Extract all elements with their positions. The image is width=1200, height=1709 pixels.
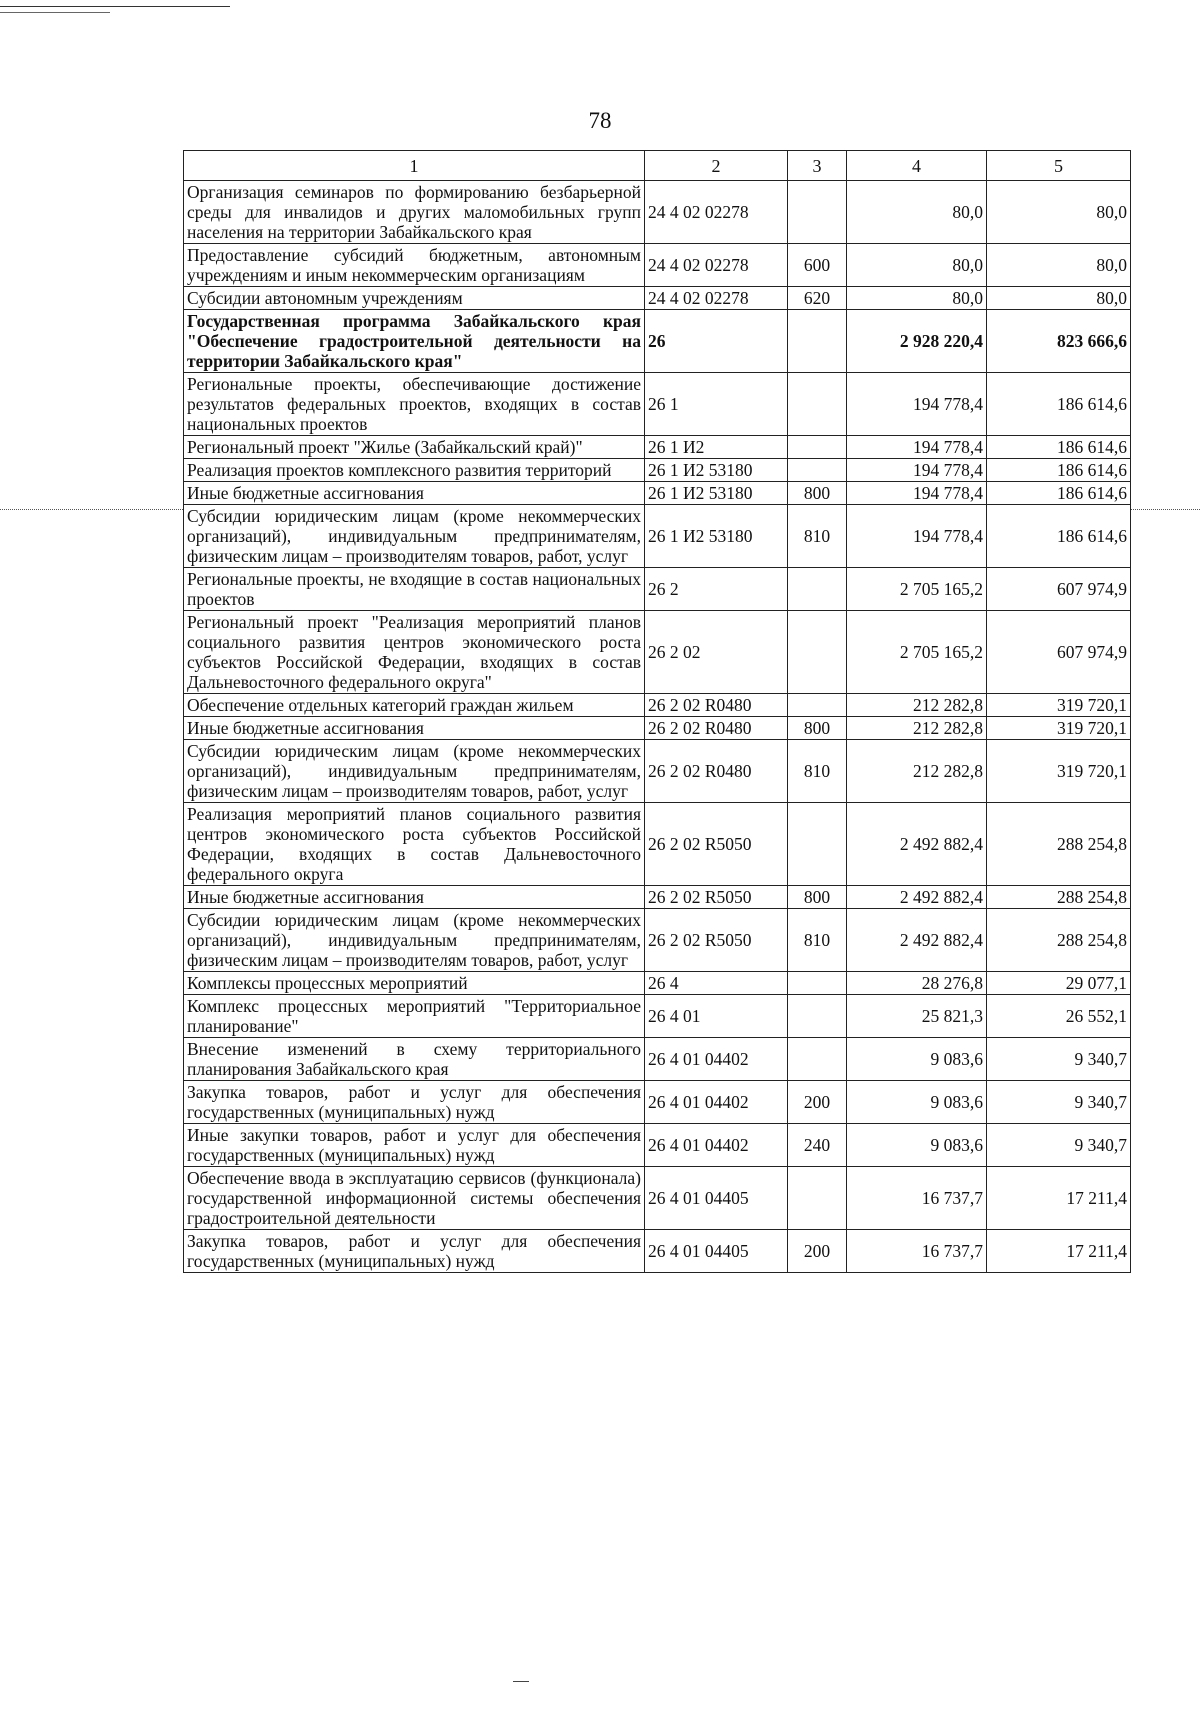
row-code-cell: 26 1 <box>645 373 788 436</box>
row-value-2-cell: 319 720,1 <box>987 740 1131 803</box>
row-value-1-cell: 194 778,4 <box>847 459 987 482</box>
column-header-type: 3 <box>788 151 847 181</box>
row-type-cell: 800 <box>788 717 847 740</box>
row-value-1-cell: 25 821,3 <box>847 995 987 1038</box>
row-value-1-cell: 2 492 882,4 <box>847 803 987 886</box>
row-name-cell: Иные закупки товаров, работ и услуг для обеспечения государственных (муниципальных) нужд <box>184 1124 645 1167</box>
row-type-cell <box>788 803 847 886</box>
row-type-cell: 800 <box>788 482 847 505</box>
row-type-cell <box>788 694 847 717</box>
row-value-2-cell: 17 211,4 <box>987 1230 1131 1273</box>
row-type-cell <box>788 1167 847 1230</box>
row-value-1-cell: 212 282,8 <box>847 717 987 740</box>
table-row <box>184 1081 1131 1124</box>
row-name-cell: Региональный проект "Жилье (Забайкальский край)" <box>184 436 645 459</box>
row-name-cell: Субсидии юридическим лицам (кроме некоммерческих организаций), индивидуальным предпринимателям, физическим лицам – производителям товаров, работ, услуг <box>184 909 645 972</box>
column-header-code: 2 <box>645 151 788 181</box>
row-value-1-cell: 80,0 <box>847 181 987 244</box>
row-type-cell: 200 <box>788 1081 847 1124</box>
row-value-2-cell: 288 254,8 <box>987 803 1131 886</box>
row-name-cell: Государственная программа Забайкальского края "Обеспечение градостроительной деятельности на территории Забайкальского края" <box>184 310 645 373</box>
table-row <box>184 373 1131 436</box>
row-type-cell <box>788 568 847 611</box>
row-name-cell: Организация семинаров по формированию безбарьерной среды для инвалидов и других маломобильных групп населения на территории Забайкальского края <box>184 181 645 244</box>
table-row <box>184 459 1131 482</box>
row-type-cell: 810 <box>788 740 847 803</box>
row-name-cell: Реализация проектов комплексного развития территорий <box>184 459 645 482</box>
row-value-1-cell: 9 083,6 <box>847 1038 987 1081</box>
table-header-row <box>184 151 1131 181</box>
row-name-cell: Региональный проект "Реализация мероприятий планов социального развития центров экономического роста субъектов Российской Федерации, входящих в состав Дальневосточного федерального округа" <box>184 611 645 694</box>
row-type-cell <box>788 310 847 373</box>
table-row <box>184 244 1131 287</box>
row-value-1-cell: 212 282,8 <box>847 740 987 803</box>
row-name-cell: Реализация мероприятий планов социального развития центров экономического роста субъектов Российской Федерации, входящих в состав Дальневосточного федерального округа <box>184 803 645 886</box>
row-type-cell <box>788 1038 847 1081</box>
row-code-cell: 26 4 01 04405 <box>645 1230 788 1273</box>
row-code-cell: 26 4 01 04405 <box>645 1167 788 1230</box>
row-type-cell <box>788 373 847 436</box>
row-name-cell: Комплексы процессных мероприятий <box>184 972 645 995</box>
row-type-cell <box>788 181 847 244</box>
column-header-value-2: 5 <box>987 151 1131 181</box>
table-row <box>184 310 1131 373</box>
row-code-cell: 24 4 02 02278 <box>645 181 788 244</box>
row-value-1-cell: 9 083,6 <box>847 1124 987 1167</box>
row-name-cell: Закупка товаров, работ и услуг для обеспечения государственных (муниципальных) нужд <box>184 1230 645 1273</box>
row-value-2-cell: 288 254,8 <box>987 886 1131 909</box>
row-value-1-cell: 2 705 165,2 <box>847 611 987 694</box>
row-value-1-cell: 80,0 <box>847 244 987 287</box>
row-code-cell: 26 1 И2 53180 <box>645 505 788 568</box>
row-value-2-cell: 319 720,1 <box>987 717 1131 740</box>
row-type-cell: 200 <box>788 1230 847 1273</box>
row-value-1-cell: 16 737,7 <box>847 1167 987 1230</box>
row-value-2-cell: 80,0 <box>987 244 1131 287</box>
row-type-cell: 810 <box>788 909 847 972</box>
row-code-cell: 26 2 02 R5050 <box>645 909 788 972</box>
scan-dotted-line-right <box>1130 509 1200 510</box>
row-name-cell: Закупка товаров, работ и услуг для обеспечения государственных (муниципальных) нужд <box>184 1081 645 1124</box>
row-name-cell: Обеспечение отдельных категорий граждан жильем <box>184 694 645 717</box>
row-value-2-cell: 607 974,9 <box>987 568 1131 611</box>
column-header-value-1: 4 <box>847 151 987 181</box>
table-row <box>184 717 1131 740</box>
table-row <box>184 972 1131 995</box>
table-row <box>184 995 1131 1038</box>
row-value-1-cell: 194 778,4 <box>847 373 987 436</box>
row-type-cell <box>788 436 847 459</box>
column-header-name: 1 <box>184 151 645 181</box>
row-code-cell: 24 4 02 02278 <box>645 287 788 310</box>
row-value-2-cell: 9 340,7 <box>987 1081 1131 1124</box>
row-value-2-cell: 26 552,1 <box>987 995 1131 1038</box>
scan-edge-line <box>0 6 230 7</box>
row-value-1-cell: 9 083,6 <box>847 1081 987 1124</box>
row-name-cell: Субсидии автономным учреждениям <box>184 287 645 310</box>
row-code-cell: 24 4 02 02278 <box>645 244 788 287</box>
row-code-cell: 26 <box>645 310 788 373</box>
table-row <box>184 803 1131 886</box>
row-value-2-cell: 80,0 <box>987 181 1131 244</box>
table-row <box>184 482 1131 505</box>
row-name-cell: Региональные проекты, не входящие в состав национальных проектов <box>184 568 645 611</box>
row-value-2-cell: 9 340,7 <box>987 1038 1131 1081</box>
row-value-2-cell: 9 340,7 <box>987 1124 1131 1167</box>
row-code-cell: 26 2 02 R0480 <box>645 694 788 717</box>
row-value-2-cell: 186 614,6 <box>987 436 1131 459</box>
row-name-cell: Региональные проекты, обеспечивающие достижение результатов федеральных проектов, входящих в состав национальных проектов <box>184 373 645 436</box>
row-type-cell: 620 <box>788 287 847 310</box>
row-value-2-cell: 186 614,6 <box>987 482 1131 505</box>
row-code-cell: 26 2 02 R0480 <box>645 717 788 740</box>
row-value-1-cell: 80,0 <box>847 287 987 310</box>
table-body <box>184 181 1131 1273</box>
row-name-cell: Обеспечение ввода в эксплуатацию сервисов (функционала) государственной информационной системы обеспечения градостроительной деятельности <box>184 1167 645 1230</box>
row-value-1-cell: 2 928 220,4 <box>847 310 987 373</box>
row-value-2-cell: 80,0 <box>987 287 1131 310</box>
row-type-cell: 800 <box>788 886 847 909</box>
row-code-cell: 26 4 01 04402 <box>645 1038 788 1081</box>
table-row <box>184 740 1131 803</box>
row-value-1-cell: 2 492 882,4 <box>847 909 987 972</box>
row-name-cell: Иные бюджетные ассигнования <box>184 886 645 909</box>
row-type-cell <box>788 995 847 1038</box>
row-value-2-cell: 186 614,6 <box>987 505 1131 568</box>
row-code-cell: 26 2 02 R5050 <box>645 886 788 909</box>
row-name-cell: Предоставление субсидий бюджетным, автономным учреждениям и иным некоммерческим организациям <box>184 244 645 287</box>
row-value-1-cell: 28 276,8 <box>847 972 987 995</box>
row-name-cell: Иные бюджетные ассигнования <box>184 717 645 740</box>
row-value-1-cell: 194 778,4 <box>847 505 987 568</box>
table-row <box>184 505 1131 568</box>
row-name-cell: Внесение изменений в схему территориального планирования Забайкальского края <box>184 1038 645 1081</box>
row-name-cell: Иные бюджетные ассигнования <box>184 482 645 505</box>
row-code-cell: 26 1 И2 53180 <box>645 482 788 505</box>
row-value-2-cell: 29 077,1 <box>987 972 1131 995</box>
row-value-1-cell: 2 492 882,4 <box>847 886 987 909</box>
table-row <box>184 1124 1131 1167</box>
row-value-2-cell: 288 254,8 <box>987 909 1131 972</box>
table-row <box>184 1038 1131 1081</box>
row-code-cell: 26 2 <box>645 568 788 611</box>
row-value-2-cell: 319 720,1 <box>987 694 1131 717</box>
budget-table <box>183 150 1131 1273</box>
row-code-cell: 26 2 02 <box>645 611 788 694</box>
row-value-2-cell: 607 974,9 <box>987 611 1131 694</box>
table-row <box>184 436 1131 459</box>
row-value-2-cell: 17 211,4 <box>987 1167 1131 1230</box>
table-row <box>184 568 1131 611</box>
row-type-cell <box>788 972 847 995</box>
scan-edge-line-short <box>0 12 110 13</box>
table-row <box>184 181 1131 244</box>
table-row <box>184 886 1131 909</box>
row-value-2-cell: 823 666,6 <box>987 310 1131 373</box>
row-value-1-cell: 194 778,4 <box>847 482 987 505</box>
row-name-cell: Комплекс процессных мероприятий "Территориальное планирование" <box>184 995 645 1038</box>
row-code-cell: 26 1 И2 <box>645 436 788 459</box>
row-code-cell: 26 2 02 R0480 <box>645 740 788 803</box>
table-row <box>184 611 1131 694</box>
row-code-cell: 26 4 01 <box>645 995 788 1038</box>
row-code-cell: 26 4 01 04402 <box>645 1124 788 1167</box>
row-type-cell: 240 <box>788 1124 847 1167</box>
row-value-1-cell: 194 778,4 <box>847 436 987 459</box>
row-value-2-cell: 186 614,6 <box>987 373 1131 436</box>
table-row <box>184 1230 1131 1273</box>
row-value-1-cell: 2 705 165,2 <box>847 568 987 611</box>
row-type-cell: 810 <box>788 505 847 568</box>
scan-dash-mark <box>513 1681 529 1682</box>
row-name-cell: Субсидии юридическим лицам (кроме некоммерческих организаций), индивидуальным предпринимателям, физическим лицам – производителям товаров, работ, услуг <box>184 740 645 803</box>
row-code-cell: 26 4 01 04402 <box>645 1081 788 1124</box>
row-name-cell: Субсидии юридическим лицам (кроме некоммерческих организаций), индивидуальным предпринимателям, физическим лицам – производителям товаров, работ, услуг <box>184 505 645 568</box>
table-row <box>184 287 1131 310</box>
row-value-2-cell: 186 614,6 <box>987 459 1131 482</box>
page-number: 78 <box>588 108 612 133</box>
table-row <box>184 1167 1131 1230</box>
table-row <box>184 909 1131 972</box>
row-type-cell <box>788 611 847 694</box>
row-value-1-cell: 212 282,8 <box>847 694 987 717</box>
table-row <box>184 694 1131 717</box>
row-code-cell: 26 2 02 R5050 <box>645 803 788 886</box>
row-code-cell: 26 1 И2 53180 <box>645 459 788 482</box>
row-value-1-cell: 16 737,7 <box>847 1230 987 1273</box>
scan-dotted-line-left <box>0 509 183 510</box>
row-type-cell <box>788 459 847 482</box>
row-code-cell: 26 4 <box>645 972 788 995</box>
row-type-cell: 600 <box>788 244 847 287</box>
